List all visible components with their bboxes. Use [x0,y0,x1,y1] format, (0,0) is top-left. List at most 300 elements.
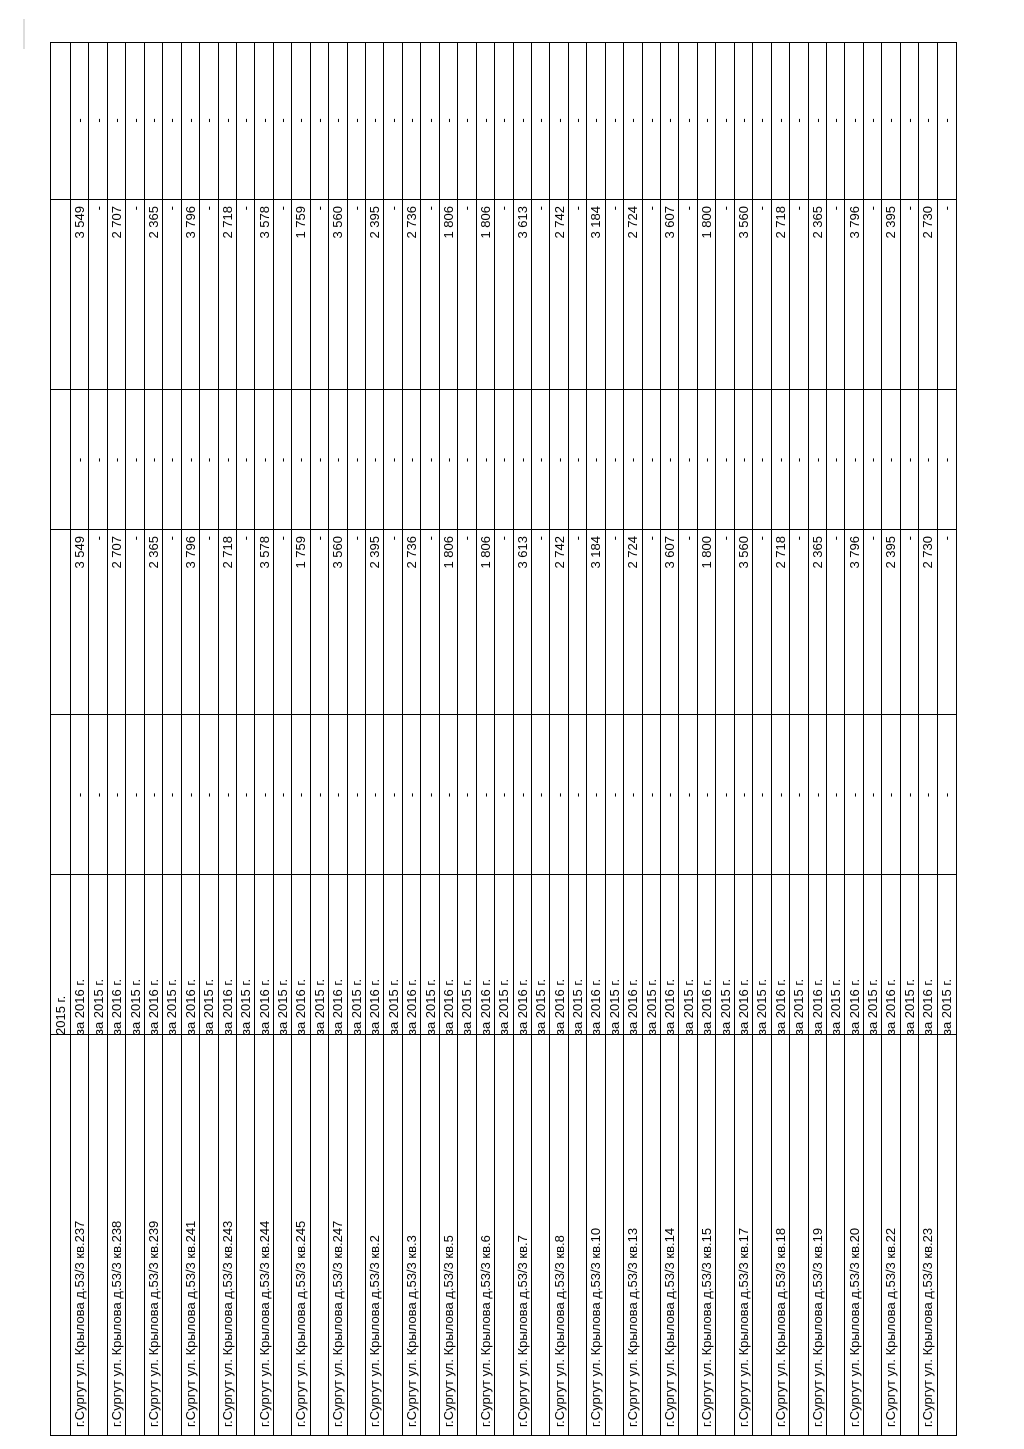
amount-cell: 1 759 [293,536,309,569]
period-cell: за 2016 г. [145,978,161,1035]
dash-cell: - [809,457,825,463]
dash-cell: - [90,118,106,123]
table-row [310,43,328,1435]
dash-cell: - [422,118,438,123]
amount-cell: - [680,536,696,541]
dash-cell: - [422,792,438,798]
period-cell: за 2016 г. [735,978,751,1035]
total-cell: - [422,206,438,211]
address-cell: г.Сургут ул. Крылова д.53/3 кв.13 [625,1227,641,1427]
period-cell: за 2016 г. [920,978,936,1035]
dash-cell: - [865,792,881,798]
amount-cell: 3 607 [662,536,678,569]
address-cell [938,1107,955,1427]
period-cell: за 2015 г. [791,978,807,1035]
address-cell: г.Сургут ул. Крылова д.53/3 кв.10 [588,1227,604,1427]
period-cell: за 2016 г. [330,978,346,1035]
dash-cell: - [938,457,954,463]
dash-cell: - [275,792,291,798]
dash-cell: - [182,457,198,463]
period-cell: за 2015 г. [164,978,180,1035]
address-cell [827,1107,844,1427]
table-row [660,43,678,1435]
dash-cell: - [588,457,604,463]
amount-cell: - [385,536,401,541]
period-cell: за 2015 г. [901,978,917,1035]
table-row [365,43,383,1435]
period-cell: за 2016 г. [551,978,567,1035]
dash-cell: - [920,118,936,123]
period-cell: за 2016 г. [293,978,309,1035]
dash-cell: - [533,457,549,463]
amount-cell: 2 742 [551,536,567,569]
amount-cell: 2 730 [920,536,936,569]
table-row [549,43,567,1435]
dash-cell: - [754,457,770,463]
table-row [107,43,125,1435]
dash-cell: - [865,118,881,123]
period-cell: за 2016 г. [809,978,825,1035]
dash-cell: - [662,457,678,463]
header-fragment: 2015 г. [53,995,68,1035]
dash-cell: - [496,457,512,463]
period-cell: за 2015 г. [865,978,881,1035]
total-cell: 1 759 [293,206,309,239]
total-cell: - [201,206,217,211]
amount-cell: - [717,536,733,541]
dash-cell: - [588,792,604,798]
amount-cell: 3 796 [182,536,198,569]
table-row [844,43,862,1435]
dash-cell: - [643,457,659,463]
amount-cell: - [238,536,254,541]
dash-cell: - [643,118,659,123]
dash-cell: - [348,118,364,123]
amount-cell: - [422,536,438,541]
dash-cell: - [551,118,567,123]
dash-cell: - [791,118,807,123]
dash-cell: - [496,792,512,798]
dash-cell: - [533,792,549,798]
dash-cell: - [901,792,917,798]
amount-cell: - [754,536,770,541]
dash-cell: - [901,118,917,123]
total-cell: 2 718 [219,206,235,239]
dash-cell: - [828,457,844,463]
table-row [457,43,475,1435]
dash-cell: - [367,118,383,123]
dash-cell: - [551,457,567,463]
total-cell: 3 607 [662,206,678,239]
dash-cell: - [109,118,125,123]
amount-cell: - [164,536,180,541]
table-row [328,43,346,1435]
dash-cell: - [219,792,235,798]
table-row [236,43,254,1435]
amount-cell: - [791,536,807,541]
total-cell: - [496,206,512,211]
amount-cell: - [496,536,512,541]
period-cell: за 2016 г. [219,978,235,1035]
dash-cell: - [477,118,493,123]
table-row [273,43,291,1435]
dash-cell: - [680,118,696,123]
address-cell: г.Сургут ул. Крылова д.53/3 кв.15 [699,1227,715,1427]
period-cell: за 2016 г. [662,978,678,1035]
dash-cell: - [606,792,622,798]
table-row [900,43,918,1435]
address-cell [348,1107,365,1427]
total-cell: 3 549 [72,206,88,239]
dash-cell: - [256,457,272,463]
dash-cell: - [846,792,862,798]
dash-cell: - [791,792,807,798]
dash-cell: - [330,792,346,798]
period-cell: за 2015 г. [496,978,512,1035]
total-cell: - [348,206,364,211]
period-cell: за 2015 г. [717,978,733,1035]
amount-cell: 1 800 [699,536,715,569]
dash-cell: - [109,792,125,798]
total-cell: - [717,206,733,211]
table-row [199,43,217,1435]
dash-cell: - [477,792,493,798]
period-cell: за 2016 г. [699,978,715,1035]
dash-cell: - [477,457,493,463]
dash-cell: - [809,118,825,123]
dash-cell: - [625,792,641,798]
dash-cell: - [938,792,954,798]
period-cell: за 2015 г. [570,978,586,1035]
table-row [918,43,936,1435]
dash-cell: - [459,457,475,463]
dash-cell: - [404,792,420,798]
dash-cell: - [772,792,788,798]
dash-cell: - [828,792,844,798]
amount-cell: 2 718 [772,536,788,569]
column-divider [51,389,956,390]
total-cell: 3 184 [588,206,604,239]
amount-cell: - [533,536,549,541]
table-row [715,43,733,1435]
dash-cell: - [514,457,530,463]
period-cell: за 2016 г. [72,978,88,1035]
dash-cell: - [367,457,383,463]
dash-cell: - [385,457,401,463]
dash-cell: - [570,118,586,123]
dash-cell: - [938,118,954,123]
dash-cell: - [588,118,604,123]
dash-cell: - [275,118,291,123]
total-cell: 2 736 [404,206,420,239]
dash-cell: - [311,118,327,123]
scan-edge-decoration [0,0,36,1449]
address-cell: г.Сургут ул. Крылова д.53/3 кв.6 [477,1235,493,1427]
dash-cell: - [514,118,530,123]
address-cell [495,1107,512,1427]
total-cell: - [164,206,180,211]
address-cell: г.Сургут ул. Крылова д.53/3 кв.22 [883,1227,899,1427]
address-cell [569,1107,586,1427]
table-row [291,43,309,1435]
amount-cell: 3 560 [330,536,346,569]
dash-cell: - [164,792,180,798]
period-cell: за 2015 г. [533,978,549,1035]
dash-cell: - [127,792,143,798]
period-cell: за 2015 г. [127,978,143,1035]
period-cell: за 2016 г. [182,978,198,1035]
total-cell: 1 800 [699,206,715,239]
amount-cell: - [606,536,622,541]
dash-cell: - [920,792,936,798]
table-header-row [51,43,70,1435]
amount-cell: - [938,536,954,541]
dash-cell: - [570,792,586,798]
period-cell: за 2015 г. [422,978,438,1035]
dash-cell: - [883,457,899,463]
period-cell: за 2015 г. [828,978,844,1035]
dash-cell: - [643,792,659,798]
dash-cell: - [311,457,327,463]
amount-cell: 3 560 [735,536,751,569]
total-cell: 2 365 [809,206,825,239]
period-cell: за 2015 г. [459,978,475,1035]
table-row [383,43,401,1435]
dash-cell: - [293,792,309,798]
total-cell: - [570,206,586,211]
amount-cell: 3 796 [846,536,862,569]
address-cell [163,1107,180,1427]
period-cell: за 2016 г. [256,978,272,1035]
dash-cell: - [404,457,420,463]
dash-cell: - [625,457,641,463]
address-cell: г.Сургут ул. Крылова д.53/3 кв.3 [404,1235,420,1427]
dash-cell: - [72,457,88,463]
table-row [513,43,531,1435]
dash-cell: - [90,792,106,798]
dash-cell: - [533,118,549,123]
total-cell: - [238,206,254,211]
dash-cell: - [367,792,383,798]
dash-cell: - [606,457,622,463]
table-row [605,43,623,1435]
table-row [568,43,586,1435]
dash-cell: - [127,118,143,123]
table-row [881,43,899,1435]
dash-cell: - [293,457,309,463]
address-cell: г.Сургут ул. Крылова д.53/3 кв.238 [109,1220,125,1427]
dash-cell: - [238,457,254,463]
dash-cell: - [311,792,327,798]
address-cell [716,1107,733,1427]
dash-cell: - [717,792,733,798]
table-row [826,43,844,1435]
table-row [402,43,420,1435]
address-cell [126,1107,143,1427]
address-cell [311,1107,328,1427]
dash-cell: - [606,118,622,123]
table-row [937,43,955,1435]
table-row [623,43,641,1435]
dash-cell: - [846,457,862,463]
dash-cell: - [422,457,438,463]
dash-cell: - [275,457,291,463]
dash-cell: - [496,118,512,123]
total-cell: - [643,206,659,211]
dash-cell: - [699,792,715,798]
total-cell: 3 796 [182,206,198,239]
period-cell: за 2015 г. [90,978,106,1035]
address-cell: г.Сургут ул. Крылова д.53/3 кв.2 [367,1235,383,1427]
dash-cell: - [772,118,788,123]
amount-cell: - [127,536,143,541]
total-cell: 2 395 [883,206,899,239]
dash-cell: - [883,792,899,798]
address-cell: г.Сургут ул. Крылова д.53/3 кв.20 [846,1227,862,1427]
table-row [420,43,438,1435]
table-row [586,43,604,1435]
dash-cell: - [348,457,364,463]
dash-cell: - [772,457,788,463]
dash-cell: - [735,792,751,798]
amount-cell: 3 578 [256,536,272,569]
dash-cell: - [90,457,106,463]
total-cell: 3 560 [330,206,346,239]
dash-cell: - [201,792,217,798]
amount-cell: 2 365 [145,536,161,569]
dash-cell: - [182,792,198,798]
dash-cell: - [404,118,420,123]
period-cell: за 2016 г. [109,978,125,1035]
total-cell: 2 365 [145,206,161,239]
total-cell: - [828,206,844,211]
amount-cell: 2 736 [404,536,420,569]
column-divider [51,874,956,875]
table-row [531,43,549,1435]
dash-cell: - [238,792,254,798]
dash-cell: - [330,457,346,463]
address-cell: г.Сургут ул. Крылова д.53/3 кв.237 [72,1220,88,1427]
amount-cell: - [643,536,659,541]
period-cell: за 2015 г. [606,978,622,1035]
period-cell: за 2016 г. [404,978,420,1035]
table-row [439,43,457,1435]
dash-cell: - [164,457,180,463]
total-cell: 3 796 [846,206,862,239]
address-cell: г.Сургут ул. Крылова д.53/3 кв.241 [182,1220,198,1427]
period-cell: за 2016 г. [514,978,530,1035]
dash-cell: - [256,792,272,798]
period-cell: за 2016 г. [588,978,604,1035]
dash-cell: - [459,118,475,123]
debt-table [50,42,957,1436]
amount-cell: 2 724 [625,536,641,569]
total-cell: 1 806 [440,206,456,239]
dash-cell: - [330,118,346,123]
total-cell: - [754,206,770,211]
amount-cell: 2 365 [809,536,825,569]
total-cell: 2 730 [920,206,936,239]
dash-cell: - [625,118,641,123]
total-cell: - [385,206,401,211]
period-cell: за 2015 г. [238,978,254,1035]
address-cell: г.Сургут ул. Крылова д.53/3 кв.243 [219,1220,235,1427]
dash-cell: - [164,118,180,123]
amount-cell: - [311,536,327,541]
table-row [678,43,696,1435]
table-row [88,43,106,1435]
amount-cell: - [201,536,217,541]
dash-cell: - [145,118,161,123]
total-cell: - [459,206,475,211]
table-row [771,43,789,1435]
address-cell: г.Сургут ул. Крылова д.53/3 кв.23 [920,1227,936,1427]
column-divider [51,199,956,200]
address-cell [643,1107,660,1427]
table-row [70,43,88,1435]
total-cell: - [901,206,917,211]
table-row [863,43,881,1435]
dash-cell: - [256,118,272,123]
address-cell [237,1107,254,1427]
address-cell: г.Сургут ул. Крылова д.53/3 кв.247 [330,1220,346,1427]
total-cell: - [275,206,291,211]
column-divider [51,529,956,530]
total-cell: - [311,206,327,211]
dash-cell: - [201,118,217,123]
dash-cell: - [514,792,530,798]
dash-cell: - [219,457,235,463]
table-row [254,43,272,1435]
address-cell [274,1107,291,1427]
period-cell: за 2015 г. [680,978,696,1035]
table-row [808,43,826,1435]
table-row [162,43,180,1435]
period-cell: за 2015 г. [348,978,364,1035]
address-cell [532,1107,549,1427]
period-cell: за 2016 г. [846,978,862,1035]
amount-cell: 1 806 [440,536,456,569]
dash-cell: - [109,457,125,463]
address-cell [864,1107,881,1427]
amount-cell: 2 707 [109,536,125,569]
amount-cell: - [570,536,586,541]
address-cell: г.Сургут ул. Крылова д.53/3 кв.14 [662,1227,678,1427]
total-cell: 2 724 [625,206,641,239]
address-cell [421,1107,438,1427]
dash-cell: - [145,457,161,463]
dash-cell: - [662,792,678,798]
address-cell: г.Сургут ул. Крылова д.53/3 кв.5 [440,1235,456,1427]
table-row [144,43,162,1435]
table-row [181,43,199,1435]
amount-cell: 3 613 [514,536,530,569]
dash-cell: - [865,457,881,463]
dash-cell: - [551,792,567,798]
address-cell [384,1107,401,1427]
table-row [752,43,770,1435]
dash-cell: - [459,792,475,798]
dash-cell: - [72,792,88,798]
dash-cell: - [680,792,696,798]
dash-cell: - [440,457,456,463]
dash-cell: - [385,118,401,123]
total-cell: 3 578 [256,206,272,239]
address-cell: г.Сургут ул. Крылова д.53/3 кв.244 [256,1220,272,1427]
dash-cell: - [219,118,235,123]
total-cell: 2 395 [367,206,383,239]
dash-cell: - [385,792,401,798]
